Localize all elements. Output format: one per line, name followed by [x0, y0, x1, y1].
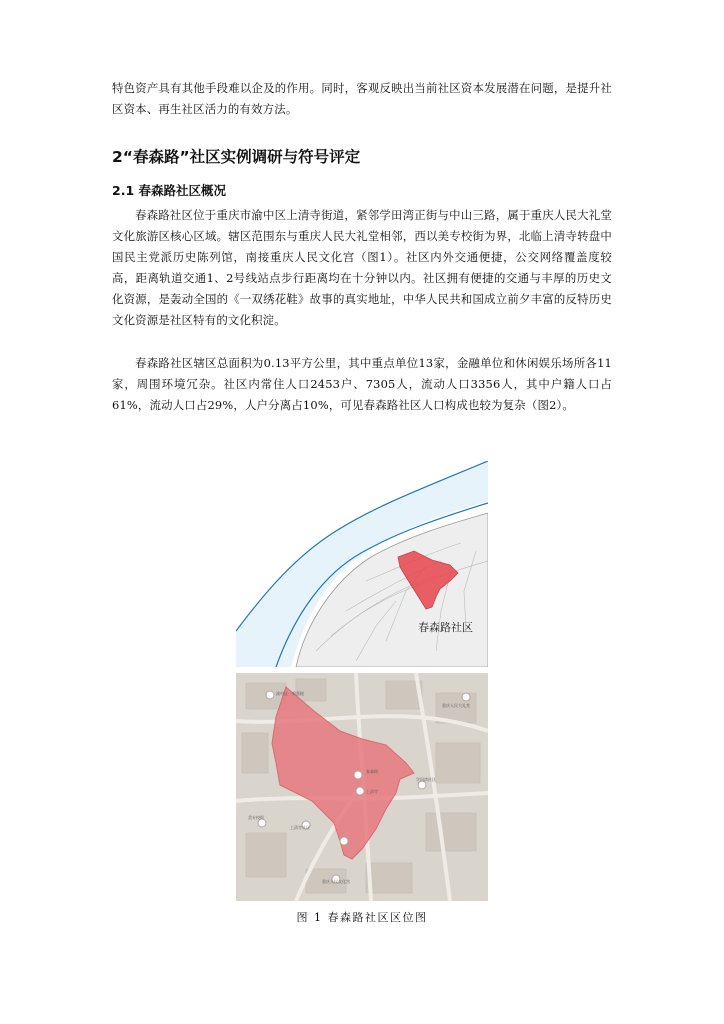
poi-label-6: 重庆人民文化宫 [322, 879, 350, 884]
paragraph-2: 春森路社区辖区总面积为0.13平方公里，其中重点单位13家，金融单位和休闲娱乐场所各11家，周围环境冗杂。社区内常住人口2453户、7305人，流动人口3356人，其中户籍人口占61%，流动人口占29%，人户分离占10%，可见春森路社区人口构成也较为复杂（图2）。 [112, 356, 612, 412]
poi-label-1: 渝中区一鸡蛋糕 [276, 691, 304, 696]
community-label: 春森路社区 [418, 621, 473, 634]
figure-caption: 图 1 春森路社区区位图 [296, 911, 428, 924]
paragraph-1: 春森路社区位于重庆市渝中区上清寺街道，紧邻学田湾正街与中山三路，属于重庆人民大礼堂文化旅游区核心区域。辖区范围东与重庆人民大礼堂相邻，西以美专校街为界，北临上清寺转盘中国民主党派历史陈列馆，南接重庆人民文化宫（图1）。社区内外交通便捷，公交网络覆盖度较高，距离轨道交通1、2号线站点步行距离均在十分钟以内。社区拥有便捷的交通与丰厚的历史文化资源，是轰动全国的《一双绣花鞋》故事的真实地址，中华人民共和国成立前夕丰富的反特历史文化资源是社区特有的文化积淀。 [112, 208, 612, 327]
location-map-overview [236, 461, 488, 667]
poi-label-8: 上清寺 [366, 789, 378, 794]
section-heading: 2“春森路”社区实例调研与符号评定 [112, 148, 361, 166]
subsection-heading: 2.1 春森路社区概况 [112, 183, 226, 198]
poi-label-7: 春森路 [366, 769, 378, 774]
poi-label-4: 美专校街 [248, 815, 264, 820]
poi-label-2: 重庆人民大礼堂 [442, 703, 470, 708]
poi-label-3: 学田湾社区 [416, 777, 436, 782]
poi-label-5: 上清寺社区 [290, 825, 310, 830]
intro-paragraph: 特色资产具有其他手段难以企及的作用。同时，客观反映出当前社区资本发展潜在问题，是提升社区资本、再生社区活力的有效方法。 [112, 81, 612, 116]
location-map-detail [236, 673, 488, 901]
